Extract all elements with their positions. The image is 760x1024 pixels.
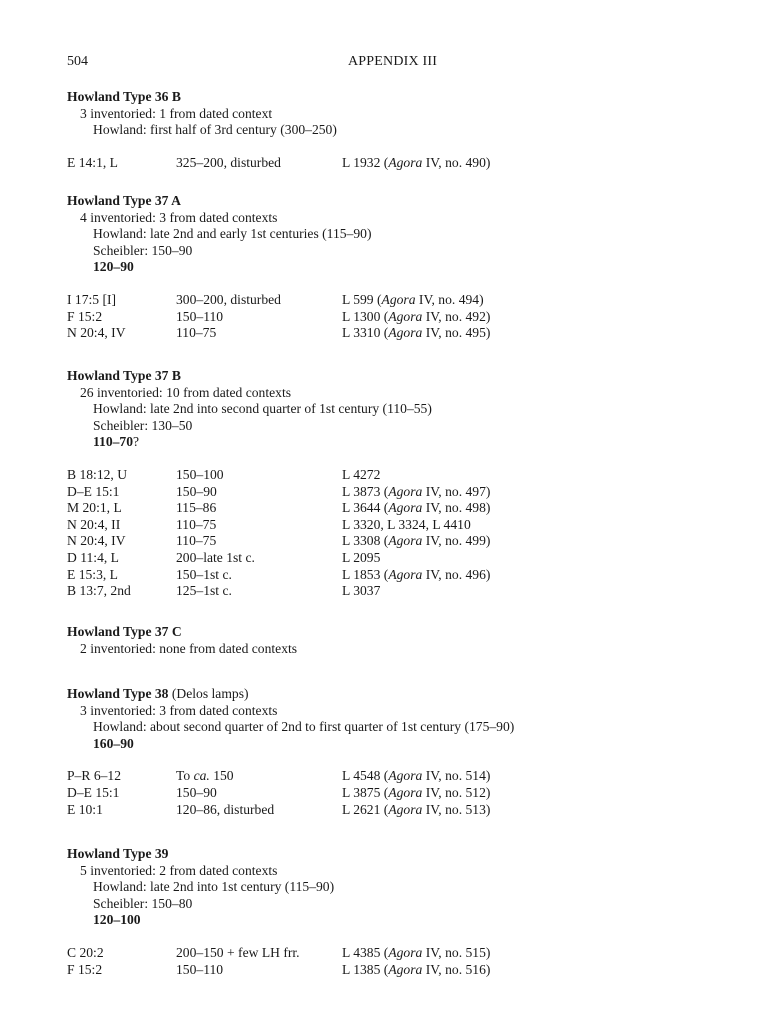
ref-open: ( (380, 784, 389, 800)
publication-name: Agora (388, 325, 423, 341)
publication-name: Agora (388, 500, 423, 516)
summary-text: Scheibler: 150–80 (93, 895, 193, 911)
lamp-number: L 4548 (342, 768, 381, 784)
publication-name: Agora (388, 944, 423, 960)
summary-text: 120–90 (93, 259, 134, 275)
lamp-reference (342, 309, 490, 326)
deposit-context: B 18:12, U (67, 466, 128, 482)
date-value: 150–100 (176, 466, 224, 482)
date-value: 150–110 (176, 308, 224, 324)
table-row (67, 500, 727, 517)
summary-line (67, 401, 727, 418)
summary-line (67, 418, 727, 435)
ref-open: ( (380, 961, 389, 977)
summary-line (67, 243, 727, 260)
summary-text: 160–90 (93, 735, 134, 751)
date-value: 115–86 (176, 500, 217, 516)
section-title (67, 89, 727, 106)
section-title-text: Howland Type 36 B (67, 89, 181, 104)
context-date (176, 768, 234, 785)
lamp-reference (342, 768, 490, 785)
date-value: 150–90 (176, 483, 217, 499)
publication-ref: IV, no. 496) (422, 566, 491, 582)
type-section (67, 686, 727, 818)
ref-open: ( (380, 308, 389, 324)
summary-line (67, 879, 727, 896)
lamp-reference (342, 467, 380, 484)
section-title (67, 846, 727, 863)
date-value: 150 (209, 768, 234, 784)
section-title (67, 368, 727, 385)
context-date (176, 533, 216, 550)
section-title-text: Howland Type 39 (67, 846, 169, 861)
lamp-number: L 1932 (342, 154, 381, 170)
date-value: 200–late 1st c. (176, 549, 255, 565)
summary-text: 110–70 (93, 434, 134, 450)
summary-line (67, 863, 727, 880)
context-table (67, 467, 727, 600)
summary-tail: ? (133, 434, 140, 450)
publication-name: Agora (388, 308, 423, 324)
deposit-context: D 11:4, L (67, 549, 119, 565)
deposit-context: B 13:7, 2nd (67, 583, 131, 599)
ref-open: ( (380, 801, 389, 817)
context-date (176, 309, 223, 326)
table-row (67, 325, 727, 342)
lamp-reference (342, 550, 380, 567)
publication-name: Agora (388, 483, 423, 499)
context-table (67, 155, 727, 172)
context-date (176, 325, 216, 342)
summary-text: 2 inventoried: none from dated contexts (80, 640, 298, 656)
publication-name: Agora (388, 768, 423, 784)
summary-line (67, 719, 727, 736)
summary-text: Howland: late 2nd into 1st century (115–90) (93, 879, 335, 895)
section-title-text: Howland Type 37 A (67, 193, 181, 208)
summary-text: Howland: late 2nd and early 1st centuries (115–90) (93, 226, 372, 242)
table-row (67, 484, 727, 501)
summary-line (67, 122, 727, 139)
context-date (176, 945, 300, 962)
table-row (67, 309, 727, 326)
summary-text: 26 inventoried: 10 from dated contexts (80, 384, 292, 400)
table-row (67, 467, 727, 484)
date-value: 200–150 + few LH frr. (176, 944, 300, 960)
deposit-context: N 20:4, IV (67, 533, 126, 549)
context-date (176, 155, 281, 172)
date-value: 325–200, disturbed (176, 154, 281, 170)
context-date (176, 567, 232, 584)
publication-ref: IV, no. 498) (422, 500, 491, 516)
context-date (176, 467, 224, 484)
table-row (67, 567, 727, 584)
summary-line (67, 703, 727, 720)
date-value: 150–110 (176, 961, 224, 977)
table-row (67, 768, 727, 785)
date-prefix: To (176, 768, 194, 784)
date-value: 110–75 (176, 533, 217, 549)
ref-open: ( (380, 566, 389, 582)
lamp-reference (342, 785, 490, 802)
date-value: 300–200, disturbed (176, 291, 281, 307)
summary-text: 120–100 (93, 912, 141, 928)
date-value: 110–75 (176, 325, 217, 341)
adopted-date (67, 434, 727, 451)
publication-name: Agora (381, 291, 416, 307)
deposit-context: D–E 15:1 (67, 483, 120, 499)
publication-name: Agora (388, 961, 423, 977)
ref-open: ( (380, 154, 389, 170)
deposit-context: D–E 15:1 (67, 784, 120, 800)
table-row (67, 583, 727, 600)
lamp-number: L 3037 (342, 583, 381, 599)
date-value: 120–86, disturbed (176, 801, 275, 817)
lamp-number: L 599 (342, 291, 374, 307)
publication-name: Agora (388, 801, 423, 817)
lamp-number: L 3644 (342, 500, 381, 516)
context-date (176, 517, 216, 534)
ref-open: ( (373, 291, 382, 307)
summary-text: 4 inventoried: 3 from dated contexts (80, 209, 278, 225)
summary-line (67, 896, 727, 913)
summary-text: 3 inventoried: 1 from dated context (80, 105, 273, 121)
publication-ref: IV, no. 495) (422, 325, 491, 341)
lamp-reference (342, 802, 490, 819)
type-section (67, 89, 727, 171)
lamp-number: L 1300 (342, 308, 381, 324)
date-value: 150–1st c. (176, 566, 232, 582)
lamp-number: L 1385 (342, 961, 381, 977)
table-row (67, 533, 727, 550)
deposit-context: F 15:2 (67, 308, 103, 324)
type-section (67, 624, 727, 657)
lamp-number: L 2095 (342, 549, 381, 565)
context-table (67, 768, 727, 818)
lamp-number: L 3873 (342, 483, 381, 499)
table-row (67, 155, 727, 172)
table-row (67, 802, 727, 819)
lamp-reference (342, 945, 490, 962)
context-date (176, 292, 281, 309)
context-date (176, 550, 255, 567)
publication-ref: IV, no. 497) (422, 483, 491, 499)
deposit-context: F 15:2 (67, 961, 103, 977)
summary-line (67, 641, 727, 658)
publication-name: Agora (388, 533, 423, 549)
context-date (176, 484, 217, 501)
adopted-date (67, 259, 727, 276)
summary-line (67, 385, 727, 402)
publication-ref: IV, no. 494) (415, 291, 484, 307)
section-title-text: Howland Type 37 B (67, 368, 181, 383)
adopted-date (67, 736, 727, 753)
lamp-reference (342, 155, 490, 172)
type-section (67, 193, 727, 342)
context-table (67, 292, 727, 342)
adopted-date (67, 912, 727, 929)
lamp-reference (342, 292, 484, 309)
publication-ref: IV, no. 499) (422, 533, 491, 549)
section-title-text: Howland Type 38 (67, 686, 169, 701)
lamp-number: L 3320, L 3324, L 4410 (342, 516, 471, 532)
summary-text: 3 inventoried: 3 from dated contexts (80, 702, 278, 718)
publication-name: Agora (388, 566, 423, 582)
ref-open: ( (380, 533, 389, 549)
type-section (67, 368, 727, 600)
table-row (67, 962, 727, 979)
deposit-context: E 14:1, L (67, 154, 118, 170)
table-row (67, 292, 727, 309)
lamp-number: L 3875 (342, 784, 381, 800)
section-title-text: Howland Type 37 C (67, 624, 182, 639)
context-date (176, 500, 216, 517)
type-section (67, 846, 727, 978)
context-table (67, 945, 727, 978)
lamp-number: L 3308 (342, 533, 381, 549)
publication-ref: IV, no. 513) (422, 801, 491, 817)
lamp-reference (342, 325, 490, 342)
publication-ref: IV, no. 516) (422, 961, 491, 977)
lamp-reference (342, 484, 490, 501)
context-date (176, 583, 232, 600)
table-row (67, 550, 727, 567)
running-header: APPENDIX III (348, 54, 438, 69)
page-number: 504 (67, 54, 88, 69)
publication-ref: IV, no. 492) (422, 308, 491, 324)
section-title (67, 624, 727, 641)
context-date (176, 785, 217, 802)
section-title (67, 193, 727, 210)
publication-name: Agora (388, 154, 423, 170)
summary-text: Howland: first half of 3rd century (300–250) (93, 122, 337, 138)
date-value: 125–1st c. (176, 583, 232, 599)
lamp-number: L 4385 (342, 944, 381, 960)
publication-ref: IV, no. 512) (422, 784, 491, 800)
lamp-reference (342, 567, 490, 584)
lamp-reference (342, 500, 490, 517)
deposit-context: N 20:4, IV (67, 325, 126, 341)
publication-name: Agora (388, 784, 423, 800)
summary-text: Scheibler: 150–90 (93, 242, 193, 258)
lamp-reference (342, 583, 380, 600)
lamp-reference (342, 517, 471, 534)
ref-open: ( (380, 500, 389, 516)
deposit-context: I 17:5 [I] (67, 291, 117, 307)
ref-open: ( (380, 325, 389, 341)
date-value: 150–90 (176, 784, 217, 800)
publication-ref: IV, no. 514) (422, 768, 491, 784)
lamp-reference (342, 533, 490, 550)
section-title-suffix: (Delos lamps) (168, 686, 249, 701)
context-date (176, 962, 223, 979)
lamp-number: L 4272 (342, 466, 381, 482)
summary-line (67, 226, 727, 243)
deposit-context: E 15:3, L (67, 566, 118, 582)
date-value: 110–75 (176, 516, 217, 532)
table-row (67, 785, 727, 802)
ref-open: ( (380, 944, 389, 960)
lamp-reference (342, 962, 490, 979)
deposit-context: P–R 6–12 (67, 768, 122, 784)
lamp-number: L 2621 (342, 801, 381, 817)
lamp-number: L 1853 (342, 566, 381, 582)
summary-text: Howland: about second quarter of 2nd to first quarter of 1st century (175–90) (93, 719, 515, 735)
table-row (67, 517, 727, 534)
table-row (67, 945, 727, 962)
lamp-number: L 3310 (342, 325, 381, 341)
summary-text: Howland: late 2nd into second quarter of 1st century (110–55) (93, 401, 432, 417)
date-circa: ca. (193, 768, 210, 784)
publication-ref: IV, no. 490) (422, 154, 491, 170)
section-title (67, 686, 727, 703)
summary-text: Scheibler: 130–50 (93, 417, 193, 433)
deposit-context: C 20:2 (67, 944, 104, 960)
deposit-context: N 20:4, II (67, 516, 121, 532)
summary-line (67, 106, 727, 123)
deposit-context: E 10:1 (67, 801, 103, 817)
publication-ref: IV, no. 515) (422, 944, 491, 960)
ref-open: ( (380, 768, 389, 784)
ref-open: ( (380, 483, 389, 499)
summary-line (67, 210, 727, 227)
summary-text: 5 inventoried: 2 from dated contexts (80, 862, 278, 878)
context-date (176, 802, 274, 819)
deposit-context: M 20:1, L (67, 500, 122, 516)
